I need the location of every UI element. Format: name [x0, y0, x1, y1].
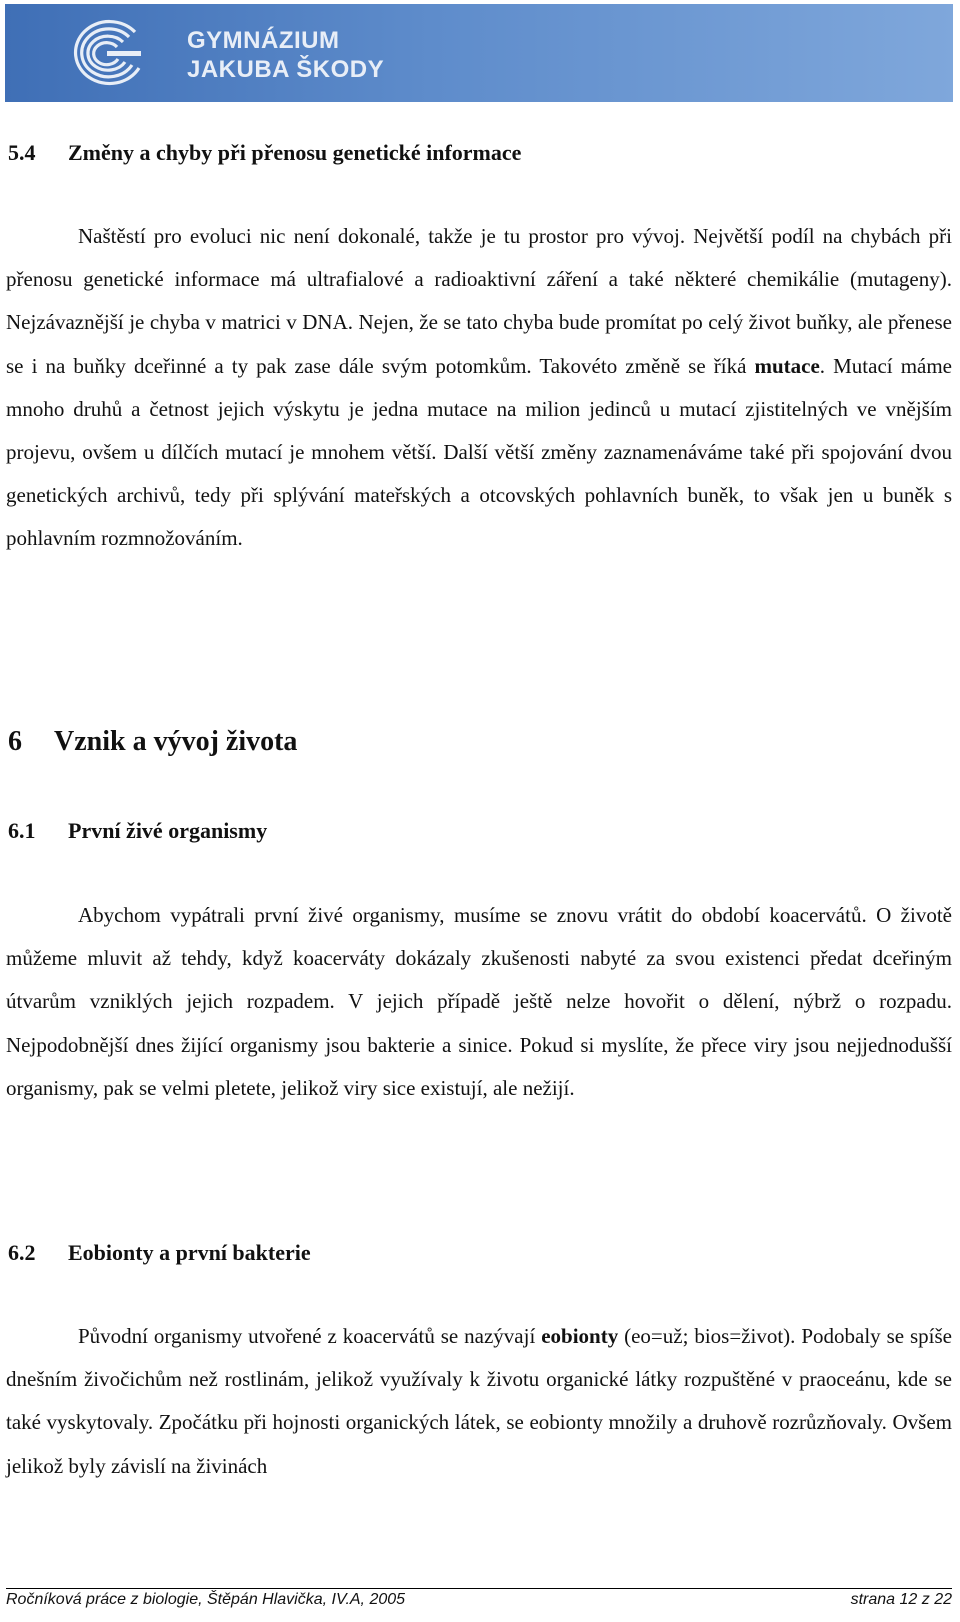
paragraph-text: Abychom vypátrali první živé organismy, musíme se znovu vrátit do období koacervátů. O životě můžeme mluvit až tehdy, když koacerváty dokázaly zkušenosti nabyté za svou existenci předat dceřiným útvarům vzniklých jejich rozpadem. V jejich případě ještě nelze hovořit o dělení, nýbrž o rozpadu. Nejpodobnější dnes žijící organismy jsou bakterie a sinice. Pokud si myslíte, že přece viry jsou nejjednodušší organismy, pak se velmi pletete, jelikož viry sice existují, ale nežijí. — [6, 903, 952, 1100]
school-header-banner — [5, 4, 953, 102]
paragraph-text: . Mutací máme mnoho druhů a četnost jejich výskytu je jedna mutace na milion jedinců u mutací zjistitelných ve vnějším projevu, ovšem u dílčích mutací je mnohem větší. Další větší změny zaznamenáváme také při spojování dvou genetických archivů, tedy při splývání mateřských a otcovských pohlavních buněk, to však jen u buněk s pohlavním rozmnožováním. — [6, 353, 953, 551]
paragraph-text: Původní organismy utvořené z koacervátů se nazývají — [78, 1324, 542, 1348]
section-title: První živé organismy — [68, 818, 268, 843]
footer-document-info: Ročníková práce z biologie, Štěpán Hlavička, IV.A, 2005 — [6, 1591, 406, 1608]
paragraph-text: Naštěstí pro evoluci nic není dokonalé, takže je tu prostor pro vývoj. Největší podíl na chybách při přenosu genetické informace má ultrafialové a radioaktivní záření a také některé chemikálie (mutageny). Nejzávaznější je chyba v matrici v DNA. Nejen, že se tato chyba bude promítat po celý život buňky, ale přenese se i na buňky dceřinné a ty pak zase dále svým potomkům. Takovéto změně se říká — [6, 224, 952, 378]
section-title: Eobionty a první bakterie — [68, 1240, 311, 1265]
paragraph-eobionts — [6, 1315, 952, 1488]
term-bold: mutace — [754, 353, 820, 378]
section-number: 5.4 — [8, 140, 36, 165]
logo-line-1: GYMNÁZIUM — [187, 27, 340, 54]
paragraph-first-organisms — [6, 894, 952, 1110]
section-title: Změny a chyby při přenosu genetické informace — [68, 140, 522, 165]
section-heading-6-2 — [8, 1240, 311, 1266]
section-number: 6.1 — [8, 818, 36, 843]
chapter-number: 6 — [8, 726, 22, 757]
school-logo-emblem — [57, 18, 157, 88]
page-footer — [6, 1588, 952, 1608]
section-number: 6.2 — [8, 1240, 36, 1265]
school-name-logo — [187, 26, 384, 84]
section-heading-5-4 — [8, 140, 521, 166]
term-bold: eobionty — [541, 1324, 619, 1348]
paragraph-mutations — [6, 215, 952, 561]
paragraph-text: (eo=už; bios=život). Podobaly se spíše dnešním živočichům než rostlinám, jelikož využívaly k životu organické látky rozpuštěné v praoceánu, kde se také vyskytovaly. Zpočátku při hojnosti organických látek, se eobionty množily a druhově rozrůzňovaly. Ovšem jelikož byly závislí na živinách — [6, 1324, 952, 1478]
section-heading-6-1 — [8, 818, 267, 844]
logo-line-2: JAKUBA ŠKODY — [187, 56, 385, 83]
footer-page-number: strana 12 z 22 — [850, 1591, 952, 1608]
chapter-heading-6 — [8, 726, 297, 758]
chapter-title: Vznik a vývoj života — [54, 726, 298, 757]
